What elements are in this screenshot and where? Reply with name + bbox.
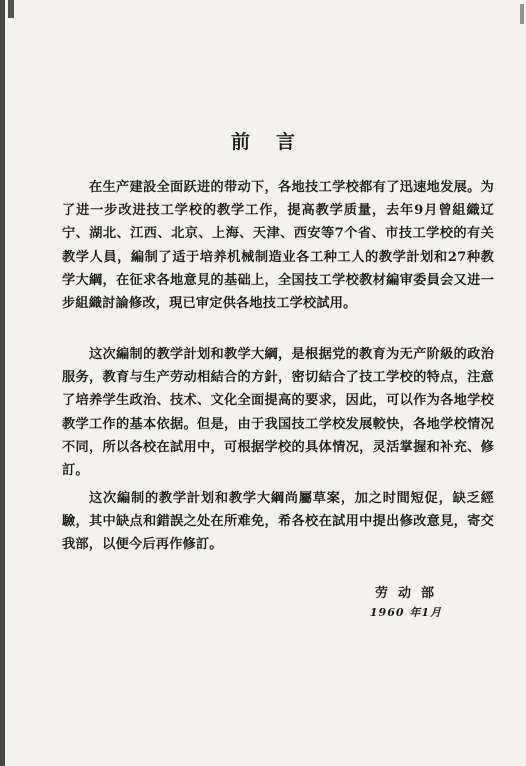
paragraph-1: 在生产建設全面跃进的带动下，各地技工学校都有了迅速地发展。为了进一步改进技工学校的教学工作，提高教学质量，去年9月曾組織辽宁、湖北、江西、北京、上海、天津、西安等7个省、市技工学校的有关教学人員，編制了适于培养机械制造业各工种工人的教学計划和27种教学大綱，在征求各地意見的基础上，全国技工学校教材編审委員会又进一步組織討論修改，現已审定供各地技工学校試用。	[62, 180, 494, 312]
date: 1960 年1月	[369, 606, 442, 619]
page-title: 前言	[230, 131, 321, 153]
scan-right-mark	[520, 4, 524, 24]
paragraph-3: 这次編制的教学計划和教学大綱尚屬草案，加之时間短促，缺乏經驗，其中缺点和錯誤之处在所难免，希各校在試用中提出修改意見，寄交我部，以便今后再作修訂。	[62, 491, 494, 553]
scan-corner-mark	[8, 0, 14, 18]
signature: 劳动部	[374, 586, 444, 601]
paragraph-2: 这次編制的教学計划和教学大綱，是根据党的教育为无产阶級的政治服务，教育与生产劳动相結合的方針，密切結合了技工学校的特点，注意了培养学生政治、技术、文化全面提高的要求，因此，可以作为各地学校教学工作的基本依据。但是，由于我国技工学校发展較快，各地学校情况不同，所以各校在試用中，可根据学校的具体情况，灵活掌握和补充、修訂。	[62, 347, 494, 479]
scan-edge-shadow	[0, 0, 5, 766]
